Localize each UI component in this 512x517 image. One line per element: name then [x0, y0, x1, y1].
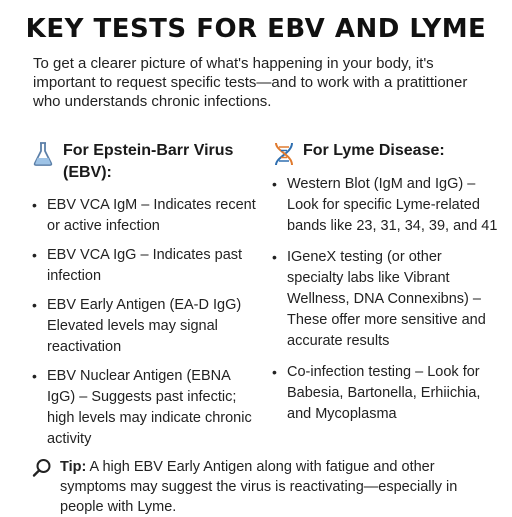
- lyme-heading: [270, 140, 502, 162]
- list-item-text: EBV Nuclear Antigen (EBNA IgG) – Suggests past infectic; high levels may indicate chronic activity: [47, 368, 252, 447]
- list-item: [30, 366, 260, 450]
- list-item: [30, 245, 260, 287]
- ebv-heading-text: For Epstein-Barr Virus (EBV):: [63, 142, 234, 181]
- bullet: •: [272, 364, 277, 380]
- list-item: [270, 247, 502, 352]
- list-item-text: Co-infection testing – Look for Babesia, Bartonella, Erhiichia, and Mycoplasma: [287, 364, 481, 422]
- intro-paragraph: To get a clearer picture of what's happening in your body, it's important to request specific tests—and to work with a pratittioner who understands chronic infections.: [33, 55, 468, 110]
- list-item-text: EBV VCA IgM – Indicates recent or active infection: [47, 197, 256, 234]
- list-item: [30, 195, 260, 237]
- bullet: •: [32, 197, 37, 213]
- tip-label: Tip:: [60, 459, 87, 475]
- bullet: •: [272, 249, 277, 265]
- list-item: [270, 362, 502, 425]
- bullet: •: [272, 176, 277, 192]
- bullet: •: [32, 368, 37, 384]
- tip-text: A high EBV Early Antigen along with fatigue and other symptoms may suggest the virus is reactivating—especially in people with Lyme.: [60, 459, 458, 515]
- list-item-text: Western Blot (IgM and IgG) – Look for specific Lyme-related bands like 23, 31, 34, 39, and 41: [287, 176, 498, 234]
- magnifier-icon: [32, 458, 52, 478]
- page-title: KEY TESTS FOR EBV AND LYME: [25, 14, 487, 44]
- lyme-section: [270, 140, 502, 435]
- list-item-text: EBV Early Antigen (EA-D IgG) Elevated levels may signal reactivation: [47, 297, 242, 355]
- tip-callout: [30, 457, 500, 517]
- ebv-heading: [30, 140, 260, 184]
- list-item-text: EBV VCA IgG – Indicates past infection: [47, 247, 243, 284]
- list-item-text: IGeneX testing (or other specialty labs like Vibrant Wellness, DNA Connexibns) – These offer more sensitive and accurate results: [287, 249, 486, 349]
- bullet: •: [32, 247, 37, 263]
- ebv-test-list: [30, 195, 260, 450]
- flask-icon: [32, 141, 56, 167]
- bullet: •: [32, 297, 37, 313]
- list-item: [270, 174, 502, 237]
- dna-icon: [272, 141, 296, 167]
- lyme-heading-text: For Lyme Disease:: [303, 142, 445, 159]
- lyme-test-list: [270, 174, 502, 425]
- list-item: [30, 295, 260, 358]
- ebv-section: [30, 140, 260, 458]
